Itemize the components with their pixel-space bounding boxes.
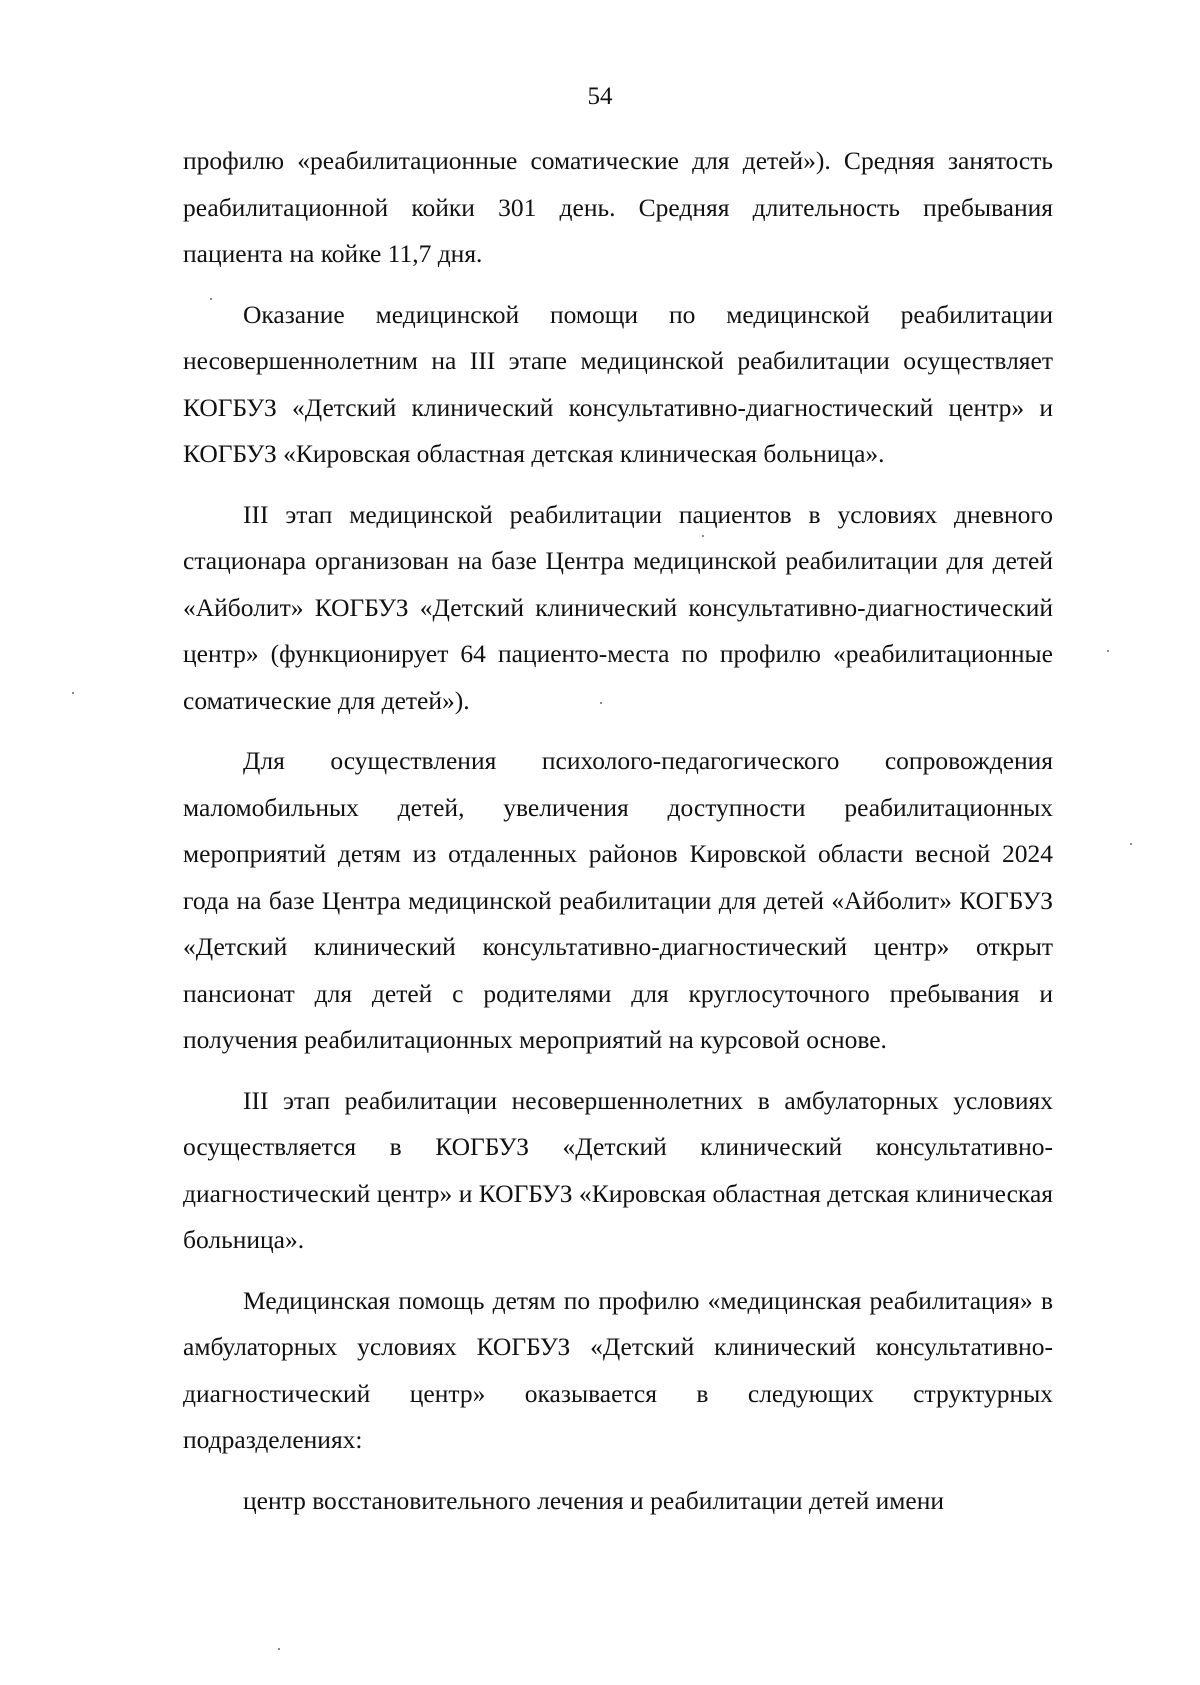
scan-speck [702,535,704,537]
paragraph-structural-units: Медицинская помощь детям по профилю «медицинская реабилитация» в амбулаторных условиях КОГБУЗ «Детский клинический консультативно-диагностический центр» оказывается в следующих структурных подразделениях: [183,1285,1053,1454]
scan-speck [72,692,74,694]
paragraph-boarding-house: Для осуществления психолого-педагогического сопровождения маломобильных детей, увеличения доступности реабилитационных мероприятий детям из отдаленных районов Кировской области весной 2024 года на базе Центра медицинской реабилитации для детей «Айболит» КОГБУЗ «Детский клинический консультативно-диагностический центр» открыт пансионат для детей с родителями для круглосуточного пребывания и получения реабилитационных мероприятий на курсовой основе. [183,746,1053,1054]
paragraph-rehab-stage3-providers: Оказание медицинской помощи по медицинской реабилитации несовершеннолетним на III этапе медицинской реабилитации осуществляет КОГБУЗ «Детский клинический консультативно-диагностический центр» и КОГБУЗ «Кировская областная детская клиническая больница». [183,299,1053,468]
scan-speck [1130,843,1132,845]
paragraph-outpatient-rehab: III этап реабилитации несовершеннолетних в амбулаторных условиях осуществляется в КОГБУЗ «Детский клинический консультативно-диагностический центр» и КОГБУЗ «Кировская областная детская клиническая больница». [183,1085,1053,1254]
paragraph-day-hospital: III этап медицинской реабилитации пациентов в условиях дневного стационара организован на базе Центра медицинской реабилитации для детей «Айболит» КОГБУЗ «Детский клинический консультативно-диагностический центр» (функционирует 64 пациенто-места по профилю «реабилитационные соматические для детей»). [183,499,1053,715]
scan-speck [600,702,602,704]
scan-speck [1107,650,1109,652]
scan-speck [210,298,212,300]
paragraph-list-start: центр восстановительного лечения и реабилитации детей имени [243,1485,945,1515]
document-body [183,138,1053,1524]
paragraph-continued: профилю «реабилитационные соматические для детей»). Средняя занятость реабилитационной койки 301 день. Средняя длительность пребывания пациента на койке 11,7 дня. [183,146,1053,268]
scan-speck [278,1648,280,1650]
page-number: 54 [587,83,613,110]
